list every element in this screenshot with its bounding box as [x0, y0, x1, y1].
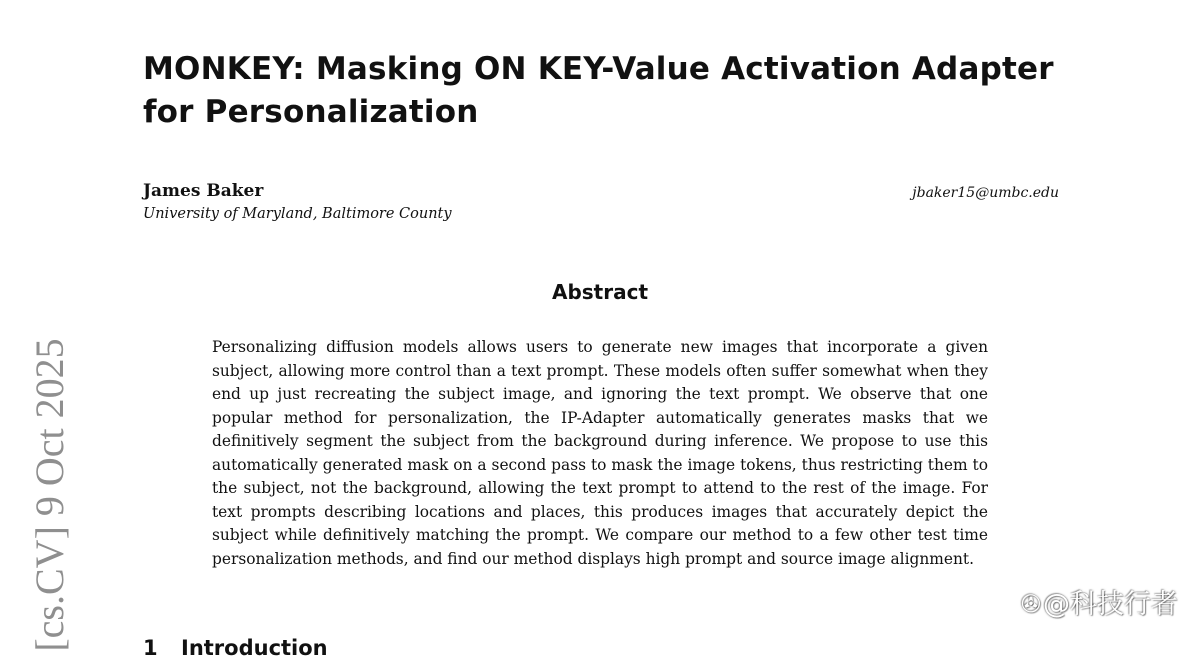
arxiv-stamp: [cs.CV] 9 Oct 2025 — [27, 338, 72, 652]
abstract-text: Personalizing diffusion models allows users to generate new images that incorporate a given subject, allowing more control than a text prompt. These models often suffer somewhat when they end up just recreating the subject image, and ignoring the text prompt. We observe that one popular method for personalization, the IP-Adapter automatically generates masks that we definitively segment the subject from the background during inference. We propose to use this automatically generated mask on a second pass to mask the image tokens, thus restricting them to the subject, not the background, allowing the text prompt to attend to the rest of the image. For text prompts describing locations and places, this produces images that accurately depict the subject while definitively matching the prompt. We compare our method to a few other test time personalization methods, and find our method displays high prompt and source image alignment. — [212, 338, 988, 568]
section-heading — [143, 634, 328, 662]
section-title: Introduction — [181, 636, 328, 660]
paper-title: MONKEY: Masking ON KEY-Value Activation Adapter for Personalization — [143, 51, 1054, 130]
author-affiliation: University of Maryland, Baltimore County — [143, 206, 452, 222]
section-number: 1 — [143, 636, 158, 660]
watermark-logo-icon: ✇ — [1020, 590, 1041, 618]
abstract-heading: Abstract — [551, 280, 649, 304]
author-name: James Baker — [143, 181, 264, 201]
author-email: jbaker15@umbc.edu — [912, 185, 1059, 201]
watermark — [1021, 586, 1178, 623]
watermark-text: @科技行者 — [1043, 589, 1178, 620]
author-block — [143, 181, 1063, 227]
